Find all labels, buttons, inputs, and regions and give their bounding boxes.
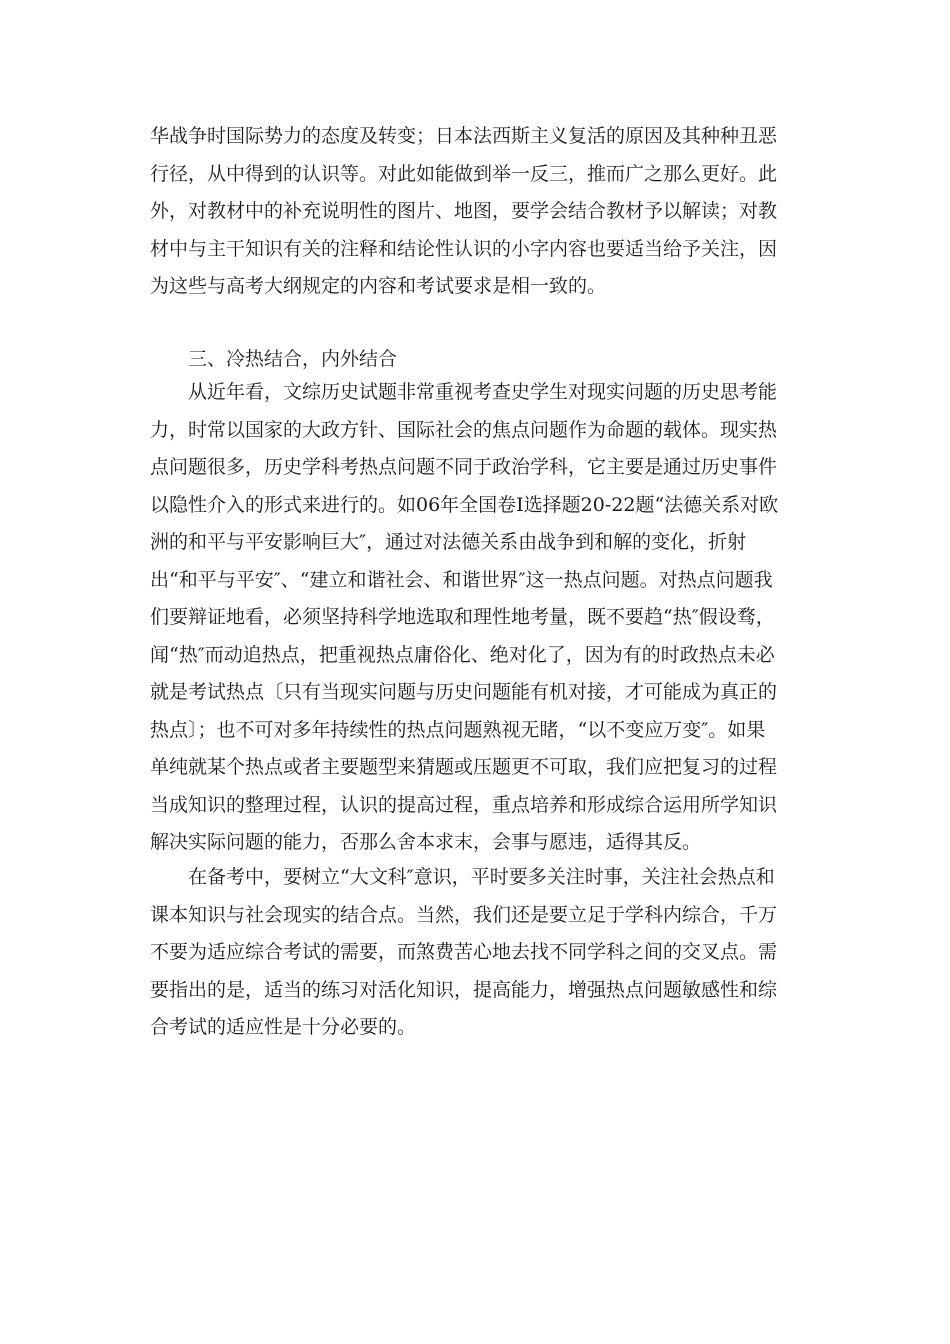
text-line: 从近年看，文综历史试题非常重视考查史学生对现实问题的历史思考能 [188, 381, 778, 403]
heading-text: 三、冷热结合，内外结合 [188, 348, 398, 370]
paragraph-hot-topics [150, 374, 810, 862]
section-heading [150, 341, 810, 379]
text-line: 出“和平与平安″、“建立和谐社会、和谐世界″这一热点问题。对热点问题我 [150, 568, 773, 591]
text-line: 华战争时国际势力的态度及转变；日本法西斯主义复活的原因及其种种丑恶 [150, 125, 778, 147]
text-line: 外，对教材中的补充说明性的图片、地图，要学会结合教材予以解读；对教 [150, 200, 778, 222]
text-line: 解决实际问题的能力，否那么舍本求末，会事与愿违，适得其反。 [150, 831, 702, 853]
text-line: 单纯就某个热点或者主要题型来猜题或压题更不可取，我们应把复习的过程 [150, 756, 778, 778]
text-line: 以隐性介入的形式来进行的。如06年全国卷Ⅰ选择题20-22题“法德关系对欧 [150, 493, 779, 516]
text-line: 洲的和平与平安影响巨大″，通过对法德关系由战争到和解的变化，折射 [150, 531, 747, 553]
text-line: 要指出的是，适当的练习对活化知识，提高能力，增强热点问题敏感性和综 [150, 978, 778, 1001]
text-line: 行径，从中得到的认识等。对此如能做到举一反三，推而广之那么更好。此 [150, 162, 778, 185]
text-line: 合考试的适应性是十分必要的。 [150, 1016, 417, 1038]
text-line: 材中与主干知识有关的注释和结论性认识的小字内容也要适当给予关注，因 [150, 237, 778, 260]
text-line: 不要为适应综合考试的需要，而煞费苦心地去找不同学科之间的交叉点。需 [150, 941, 778, 963]
text-line: 闻“热″而动追热点，把重视热点庸俗化、绝对化了，因为有的时政热点未必 [150, 643, 775, 666]
text-line: 力，时常以国家的大政方针、国际社会的焦点问题作为命题的载体。现实热 [150, 418, 778, 441]
text-line: 当成知识的整理过程，认识的提高过程，重点培养和形成综合运用所学知识 [150, 793, 778, 816]
text-line: 们要辩证地看，必须坚持科学地选取和理性地考量，既不要趋“热″假设骛， [150, 606, 775, 628]
paragraph-preparation [150, 859, 810, 1047]
text-line: 热点〕；也不可对多年持续性的热点问题熟视无睹，“以不变应万变″。如果 [150, 718, 766, 741]
paragraph-continued [150, 118, 810, 306]
text-line: 点问题很多，历史学科考热点问题不同于政治学科，它主要是通过历史事件 [150, 456, 778, 478]
text-line: 在备考中，要树立“大文科″意识，平时要多关注时事，关注社会热点和 [188, 866, 775, 888]
text-line: 课本知识与社会现实的结合点。当然，我们还是要立足于学科内综合，千万 [150, 903, 778, 926]
text-line: 为这些与高考大纲规定的内容和考试要求是相一致的。 [150, 275, 607, 297]
text-line: 就是考试热点〔只有当现实问题与历史问题能有机对接，才可能成为真正的 [150, 681, 778, 703]
